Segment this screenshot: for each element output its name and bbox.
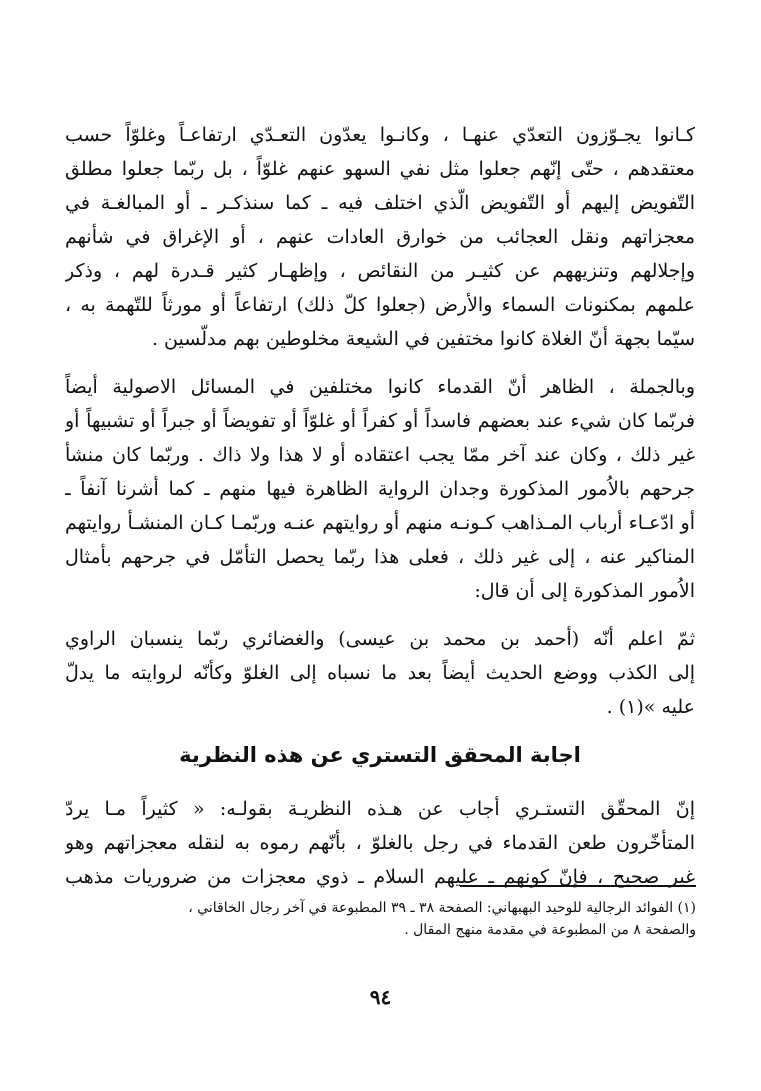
page-number: ٩٤ (369, 985, 392, 1009)
paragraph-4 (65, 792, 695, 894)
text-line: المناكير عنه ، إلى غير ذلك ، فعلى هذا ربّما يحصل التأمّل في جرحهم بأمثال (65, 546, 695, 568)
footnote-line: (١) الفوائد الرجالية للوحيد البهبهاني: الصفحة ٣٨ ـ ٣٩ المطبوعة في آخر رجال الخاقاني ، (188, 900, 696, 916)
text-line: فربّما كان شيء عند بعضهم فاسداً أو كفراً أو غلوّاً أو تفويضاً أو جبراً أو تشبيهاً أو (65, 410, 695, 432)
text-line: وبالجملة ، الظاهر أنّ القدماء كانوا مختلفين في المسائل الاصولية أيضاً (65, 376, 695, 398)
text-line: التّفويض إليهم أو التّفويض الّذي اختلف فيه ـ كما سنذكـر ـ أو المبالغـة في (65, 192, 695, 214)
text-line: إنّ المحقّق التستـري أجاب عن هـذه النظريـة بقولـه: « كثيراً مـا يردّ (65, 798, 695, 820)
text-line: معجزاتهم ونقل العجائب من خوارق العادات عنهم ، أو الإغراق في شأنهم (65, 226, 695, 248)
paragraph-1 (65, 118, 695, 356)
text-line: الاُمور المذكورة إلى أن قال: (474, 580, 695, 602)
text-line: كـانوا يجـوّزون التعدّي عنهـا ، وكانـوا يعدّون التعـدّي ارتفاعـاً وغلوّاً حسب (65, 124, 695, 146)
text-line: غير صحيح ، فإنّ كونهم ـ عليهم السلام ـ ذوي معجزات من ضروريات مذهب (65, 866, 695, 888)
text-line: المتأخّرون طعن القدماء في رجل بالغلوّ ، بأنّهم رموه به لنقله معجزاتهم وهو (65, 832, 695, 854)
text-line: ثمّ اعلم أنّه (أحمد بن محمد بن عيسى) والغضائري ربّما ينسبان الراوي (65, 628, 695, 650)
section-heading: اجابة المحقق التستري عن هذه النظرية (179, 743, 581, 767)
text-line: علمهم بمكنونات السماء والأرض (جعلوا كلّ ذلك) ارتفاعاً أو مورثاً للتّهمة به ، (65, 294, 695, 316)
text-line: سيّما بجهة أنّ الغلاة كانوا مختفين في الشيعة مخلوطين بهم مدلّسين . (151, 328, 695, 350)
footnote-line: والصفحة ٨ من المطبوعة في مقدمة منهج المقال . (404, 922, 696, 938)
footnote-separator (460, 885, 696, 887)
text-line: وإجلالهم وتنزيههم عن كثيـر من النقائص ، وإظهـار كثير قـدرة لهم ، وذكر (65, 260, 695, 282)
paragraph-2 (65, 370, 695, 608)
text-line: أو ادّعـاء أرباب المـذاهب كـونـه منهم أو روايتهم عنـه وربّمـا كـان المنشـأ روايتهم (65, 512, 695, 534)
text-line: معتقدهم ، حتّى إنّهم جعلوا مثل نفي السهو عنهم غلوّاً ، بل ربّما جعلوا مطلق (65, 158, 695, 180)
text-line: غير ذلك ، وكان عند آخر ممّا يجب اعتقاده أو لا هذا ولا ذاك . وربّما كان منشأ (65, 444, 695, 466)
footnote (66, 897, 696, 941)
text-line: جرحهم بالاُمور المذكورة وجدان الرواية الظاهرة فيها منهم ـ كما أشرنا آنفاً ـ (65, 478, 695, 500)
text-line: عليه »(١) . (606, 696, 695, 718)
paragraph-3 (65, 622, 695, 724)
main-text-block (65, 118, 695, 908)
text-line: إلى الكذب ووضع الحديث أيضاً بعد ما نسباه إلى الغلوّ وكأنّه لروايته ما يدلّ (65, 662, 695, 684)
